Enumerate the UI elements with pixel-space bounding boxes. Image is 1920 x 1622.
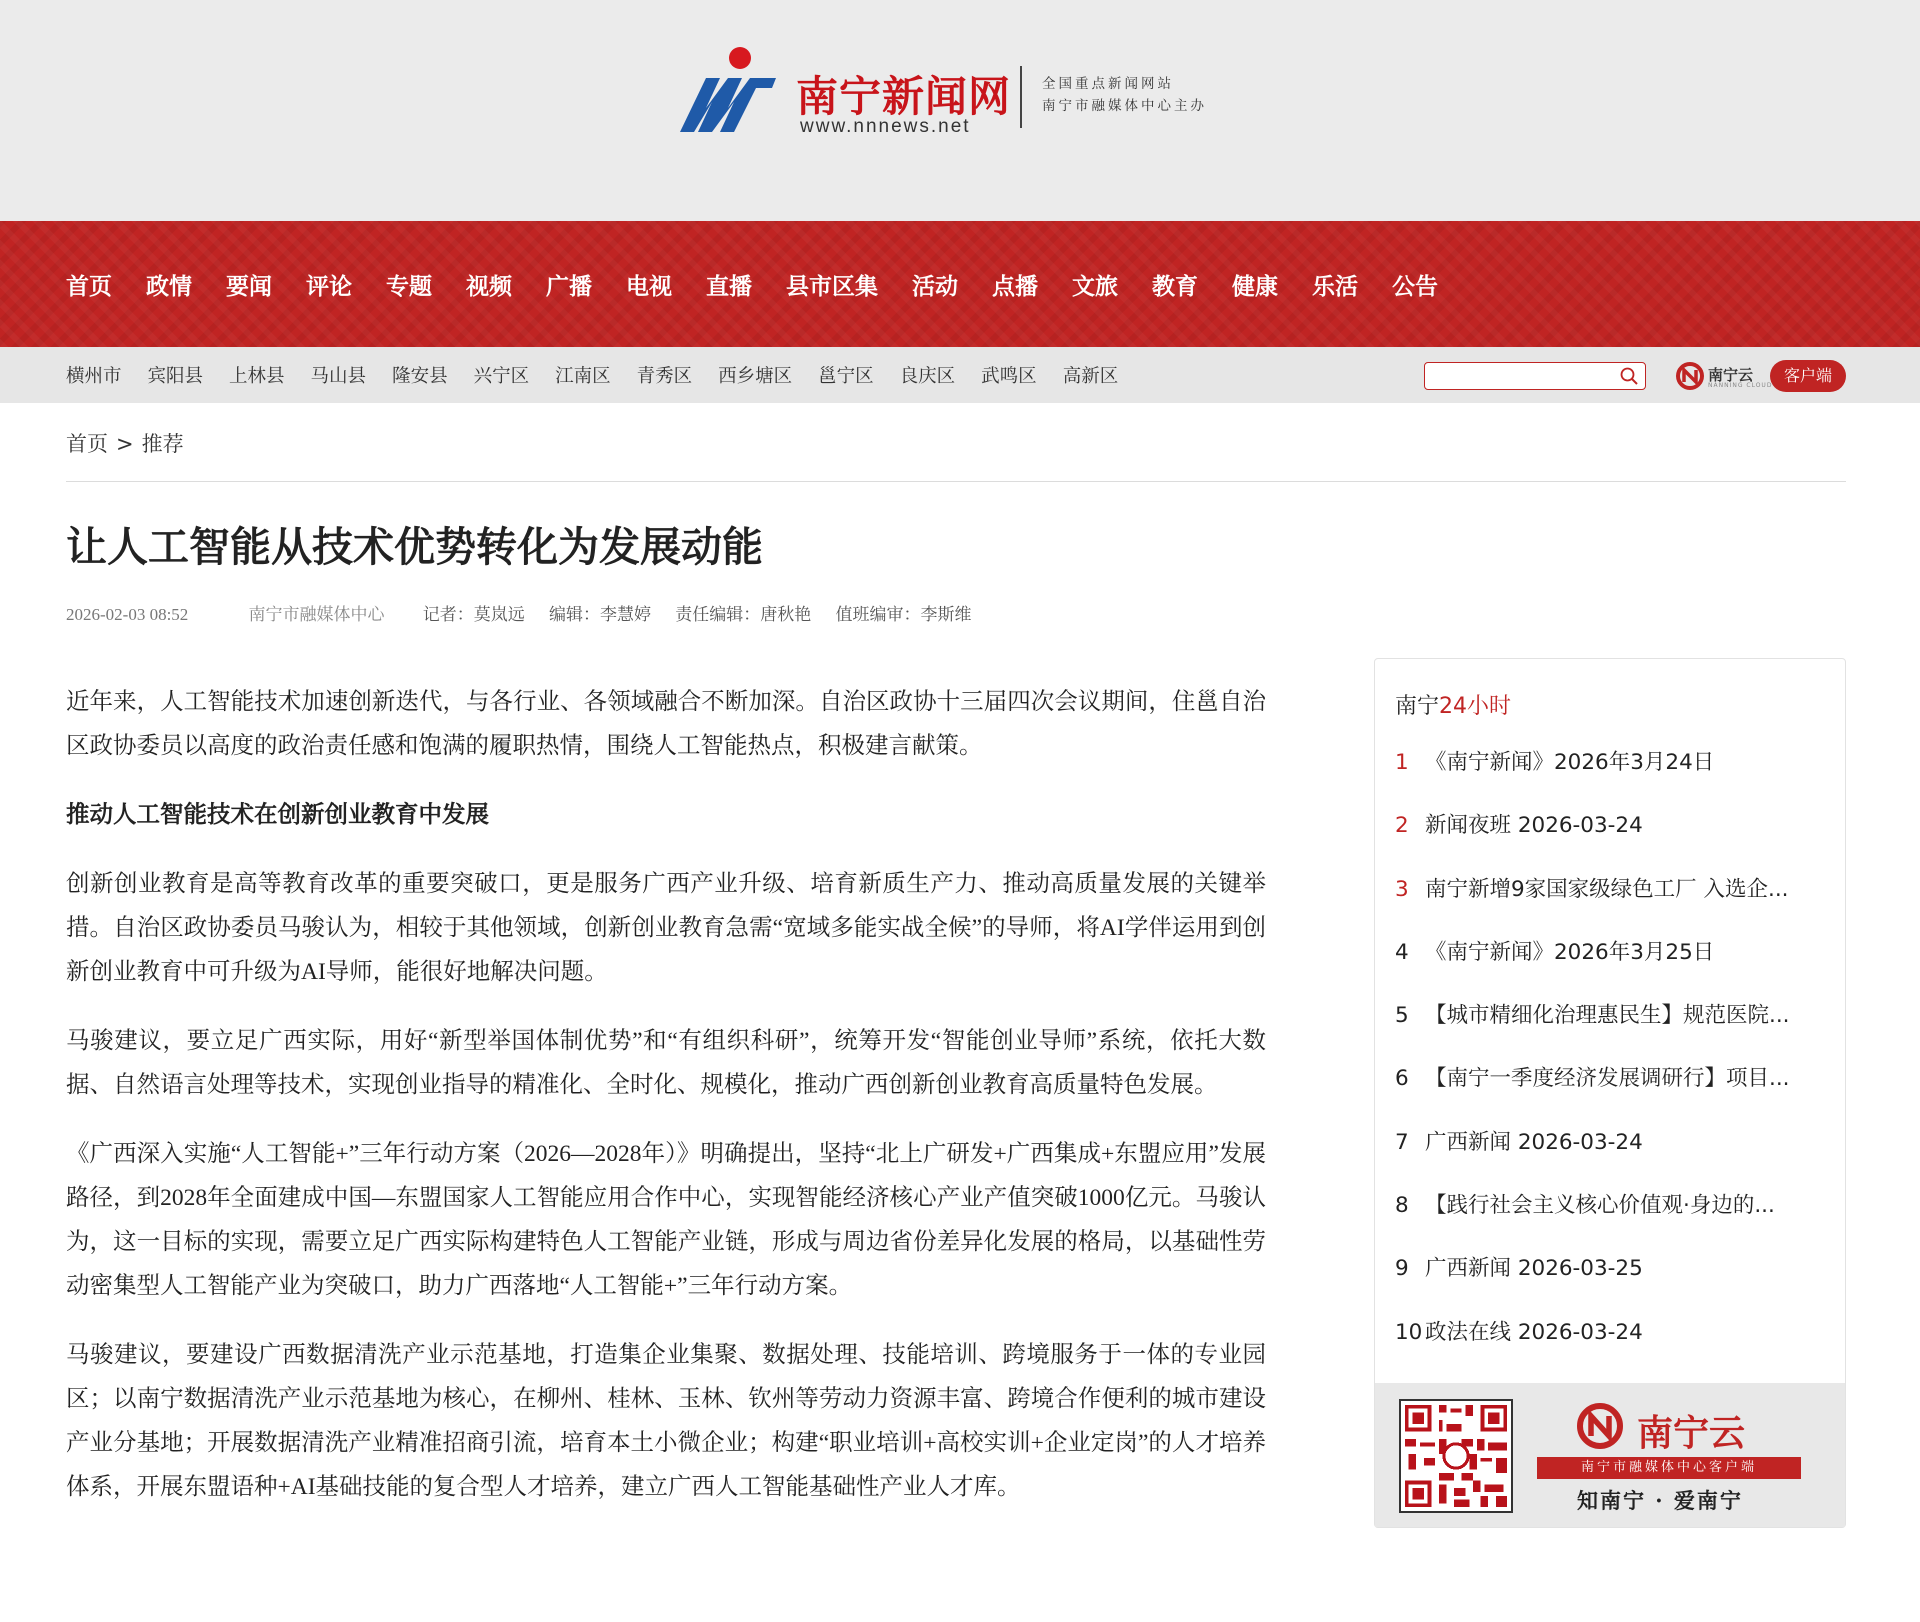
site-header — [0, 0, 1920, 221]
article-paragraph: 《广西深入实施“人工智能+”三年行动方案（2026—2028年）》明确提出，坚持“北上广研发+广西集成+东盟应用”发展路径，到2028年全面建成中国—东盟国家人工智能应用合作中心，实现智能经济核心产业产值突破1000亿元。马骏认为，这一目标的实现，需要立足广西实际构建特色人工智能产业链，形成与周边省份差异化发展的格局，以基础性劳动密集型人工智能产业为突破口，助力广西落地“人工智能+”三年行动方案。 — [66, 1141, 1266, 1299]
article-title: 让人工智能从技术优势转化为发展动能 — [66, 523, 763, 571]
sub-nav-item[interactable]: 青秀区 — [636, 366, 693, 387]
article-duty-editor: 值班编审：李斯维 — [835, 605, 972, 624]
hot-news-list — [1395, 731, 1835, 1364]
promo-slogan: 知南宁 · 爱南宁 — [1577, 1488, 1743, 1513]
search-box — [1424, 362, 1646, 390]
search-icon[interactable] — [1619, 366, 1639, 386]
site-tagline-2: 南宁市融媒体中心主办 — [1042, 98, 1207, 114]
article-reporter: 记者：莫岚远 — [422, 605, 525, 624]
article-paragraph: 马骏建议，要建设广西数据清洗产业示范基地，打造集企业集聚、数据处理、技能培训、跨境服务于一体的专业园区；以南宁数据清洗产业示范基地为核心，在柳州、桂林、玉林、钦州等劳动力资源丰富、跨境合作便利的城市建设产业分基地；开展数据清洗产业精准招商引流，培育本土小微企业；构建“职业培训+高校实训+企业定岗”的人才培养体系，开展东盟语种+AI基础技能的复合型人才培养，建立广西人工智能基础性产业人才库。 — [66, 1342, 1266, 1500]
sidebar-title — [1395, 689, 1511, 720]
breadcrumb-current[interactable]: 推荐 — [141, 432, 184, 456]
search-input[interactable] — [1433, 364, 1623, 388]
site-url: www.nnnews.net — [800, 116, 971, 137]
main-nav-item[interactable]: 健康 — [1232, 273, 1278, 300]
promo-brand-name: 南宁云 — [1637, 1413, 1746, 1454]
hot-news-title: 广西新闻 2026-03-25 — [1425, 1256, 1643, 1282]
main-nav-item[interactable]: 活动 — [912, 273, 958, 300]
article-chief-editor: 责任编辑：唐秋艳 — [675, 605, 812, 624]
main-nav-item[interactable]: 乐活 — [1312, 273, 1358, 300]
hot-news-title: 《南宁新闻》2026年3月25日 — [1425, 939, 1715, 965]
article-paragraph: 创新创业教育是高等教育改革的重要突破口，更是服务广西产业升级、培育新质生产力、推动高质量发展的关键举措。自治区政协委员马骏认为，相较于其他领域，创新创业教育急需“宽域多能实战全候”的导师，将AI学伴运用到创新创业教育中可升级为AI导师，能很好地解决问题。 — [66, 871, 1266, 985]
article-paragraph: 近年来，人工智能技术加速创新迭代，与各行业、各领域融合不断加深。自治区政协十三届四次会议期间，住邕自治区政协委员以高度的政治责任感和饱满的履职热情，围绕人工智能热点，积极建言献策。 — [66, 689, 1266, 759]
main-nav-item[interactable]: 文旅 — [1072, 273, 1118, 300]
hot-news-rank: 1 — [1395, 750, 1409, 775]
main-nav-item[interactable]: 专题 — [386, 273, 432, 300]
main-nav-item[interactable]: 教育 — [1152, 273, 1198, 300]
sub-nav-item[interactable]: 上林县 — [229, 366, 285, 387]
sub-nav-item[interactable]: 西乡塘区 — [718, 366, 793, 387]
sidebar-title-highlight: 24小时 — [1439, 694, 1512, 719]
hot-news-rank: 9 — [1395, 1256, 1409, 1282]
article-editor: 编辑：李慧婷 — [549, 605, 652, 624]
hot-news-item[interactable] — [1395, 1111, 1835, 1174]
hot-news-title: 【城市精细化治理惠民生】规范医院... — [1425, 1003, 1790, 1029]
nanning-cloud-sub: NANNING CLOUD — [1708, 382, 1773, 389]
hot-news-rank: 8 — [1395, 1193, 1409, 1219]
hot-news-rank: 4 — [1395, 939, 1409, 965]
sub-nav — [0, 347, 1920, 403]
nanning-cloud-name: 南宁云 — [1708, 366, 1754, 384]
main-nav-item[interactable]: 直播 — [706, 273, 752, 300]
sub-nav-item[interactable]: 马山县 — [310, 366, 367, 387]
main-nav-item[interactable]: 县市区集 — [786, 273, 878, 300]
article-meta — [66, 600, 992, 625]
main-nav-item[interactable]: 点播 — [992, 273, 1038, 300]
sub-nav-item[interactable]: 邕宁区 — [818, 366, 874, 387]
article-body — [66, 680, 1266, 1534]
article-source: 南宁市融媒体中心 — [248, 605, 385, 624]
article-paragraph: 马骏建议，要立足广西实际，用好“新型举国体制优势”和“有组织科研”，统筹开发“智能创业导师”系统，依托大数据、自然语言处理等技术，实现创业指导的精准化、全时化、规模化，推动广西创新创业教育高质量特色发展。 — [66, 1028, 1266, 1098]
client-download-button[interactable]: 客户端 — [1770, 360, 1846, 392]
main-nav-item[interactable]: 首页 — [66, 273, 112, 300]
hot-news-item[interactable] — [1395, 1301, 1835, 1364]
main-nav — [0, 221, 1920, 347]
qr-code-icon — [1399, 1399, 1513, 1513]
main-nav-item[interactable]: 电视 — [626, 273, 672, 300]
hot-news-rank: 3 — [1395, 876, 1409, 902]
sub-nav-item[interactable]: 良庆区 — [899, 366, 956, 387]
sub-nav-item[interactable]: 高新区 — [1062, 366, 1119, 387]
main-nav-item[interactable]: 要闻 — [226, 273, 272, 300]
hot-news-item[interactable] — [1395, 1237, 1835, 1300]
hot-news-rank: 7 — [1395, 1129, 1409, 1155]
sub-nav-item[interactable]: 横州市 — [66, 366, 122, 387]
main-nav-item[interactable]: 评论 — [306, 273, 352, 300]
site-name: 南宁新闻网 — [796, 72, 1012, 121]
main-nav-item[interactable]: 公告 — [1392, 273, 1438, 300]
promo-bar-text: 南宁市融媒体中心客户端 — [1537, 1457, 1801, 1479]
hot-news-title: 【践行社会主义核心价值观·身边的... — [1425, 1193, 1775, 1219]
hot-news-rank: 5 — [1395, 1003, 1409, 1029]
breadcrumb — [66, 428, 184, 458]
hot-news-rank: 6 — [1395, 1066, 1409, 1092]
app-promo[interactable] — [1375, 1383, 1845, 1527]
sub-nav-item[interactable]: 武鸣区 — [981, 366, 1037, 387]
site-tagline-1: 全国重点新闻网站 — [1042, 76, 1174, 92]
main-nav-list — [66, 221, 1472, 347]
breadcrumb-home[interactable]: 首页 — [66, 432, 108, 456]
hot-news-title: 【南宁一季度经济发展调研行】项目... — [1425, 1066, 1790, 1092]
hot-news-title: 新闻夜班 2026-03-24 — [1425, 813, 1643, 839]
hot-news-title: 广西新闻 2026-03-24 — [1425, 1129, 1643, 1155]
nnnews-logo-icon — [676, 44, 780, 140]
nanning-cloud-logo[interactable] — [1674, 360, 1773, 392]
nanning-cloud-logo-icon — [1573, 1399, 1627, 1453]
hot-news-item[interactable] — [1395, 1174, 1835, 1237]
hot-news-item[interactable] — [1395, 984, 1835, 1047]
hot-news-title: 政法在线 2026-03-24 — [1425, 1319, 1643, 1345]
hot-news-title: 《南宁新闻》2026年3月24日 — [1425, 750, 1715, 775]
main-nav-item[interactable]: 广播 — [546, 273, 592, 300]
hot-news-rank: 10 — [1395, 1319, 1423, 1345]
hot-news-item[interactable] — [1395, 921, 1835, 984]
article-date: 2026-02-03 08:52 — [66, 605, 189, 624]
sub-nav-item[interactable]: 宾阳县 — [147, 366, 204, 387]
promo-brand — [1537, 1399, 1833, 1513]
hot-news-item[interactable] — [1395, 858, 1835, 921]
sidebar-title-prefix: 南宁 — [1395, 694, 1440, 719]
sub-nav-item[interactable]: 兴宁区 — [473, 366, 530, 387]
hot-news-title: 南宁新增9家国家级绿色工厂 入选企... — [1425, 876, 1789, 902]
site-logo[interactable] — [676, 44, 1216, 144]
article-subheading: 推动人工智能技术在创新创业教育中发展 — [66, 802, 489, 828]
hot-news-item[interactable] — [1395, 794, 1835, 857]
sidebar-24h — [1374, 658, 1846, 1528]
main-nav-item[interactable]: 视频 — [466, 273, 512, 300]
sub-nav-list — [66, 347, 1144, 403]
hot-news-item[interactable] — [1395, 1047, 1835, 1110]
hot-news-item[interactable] — [1395, 731, 1835, 794]
sub-nav-item[interactable]: 隆安县 — [392, 366, 448, 387]
sub-nav-item[interactable]: 江南区 — [555, 366, 611, 387]
breadcrumb-divider — [66, 481, 1846, 482]
logo-divider — [1020, 66, 1022, 128]
nanning-cloud-icon — [1674, 360, 1706, 392]
main-nav-item[interactable]: 政情 — [146, 273, 192, 300]
breadcrumb-separator: > — [116, 432, 134, 456]
hot-news-rank: 2 — [1395, 813, 1409, 839]
